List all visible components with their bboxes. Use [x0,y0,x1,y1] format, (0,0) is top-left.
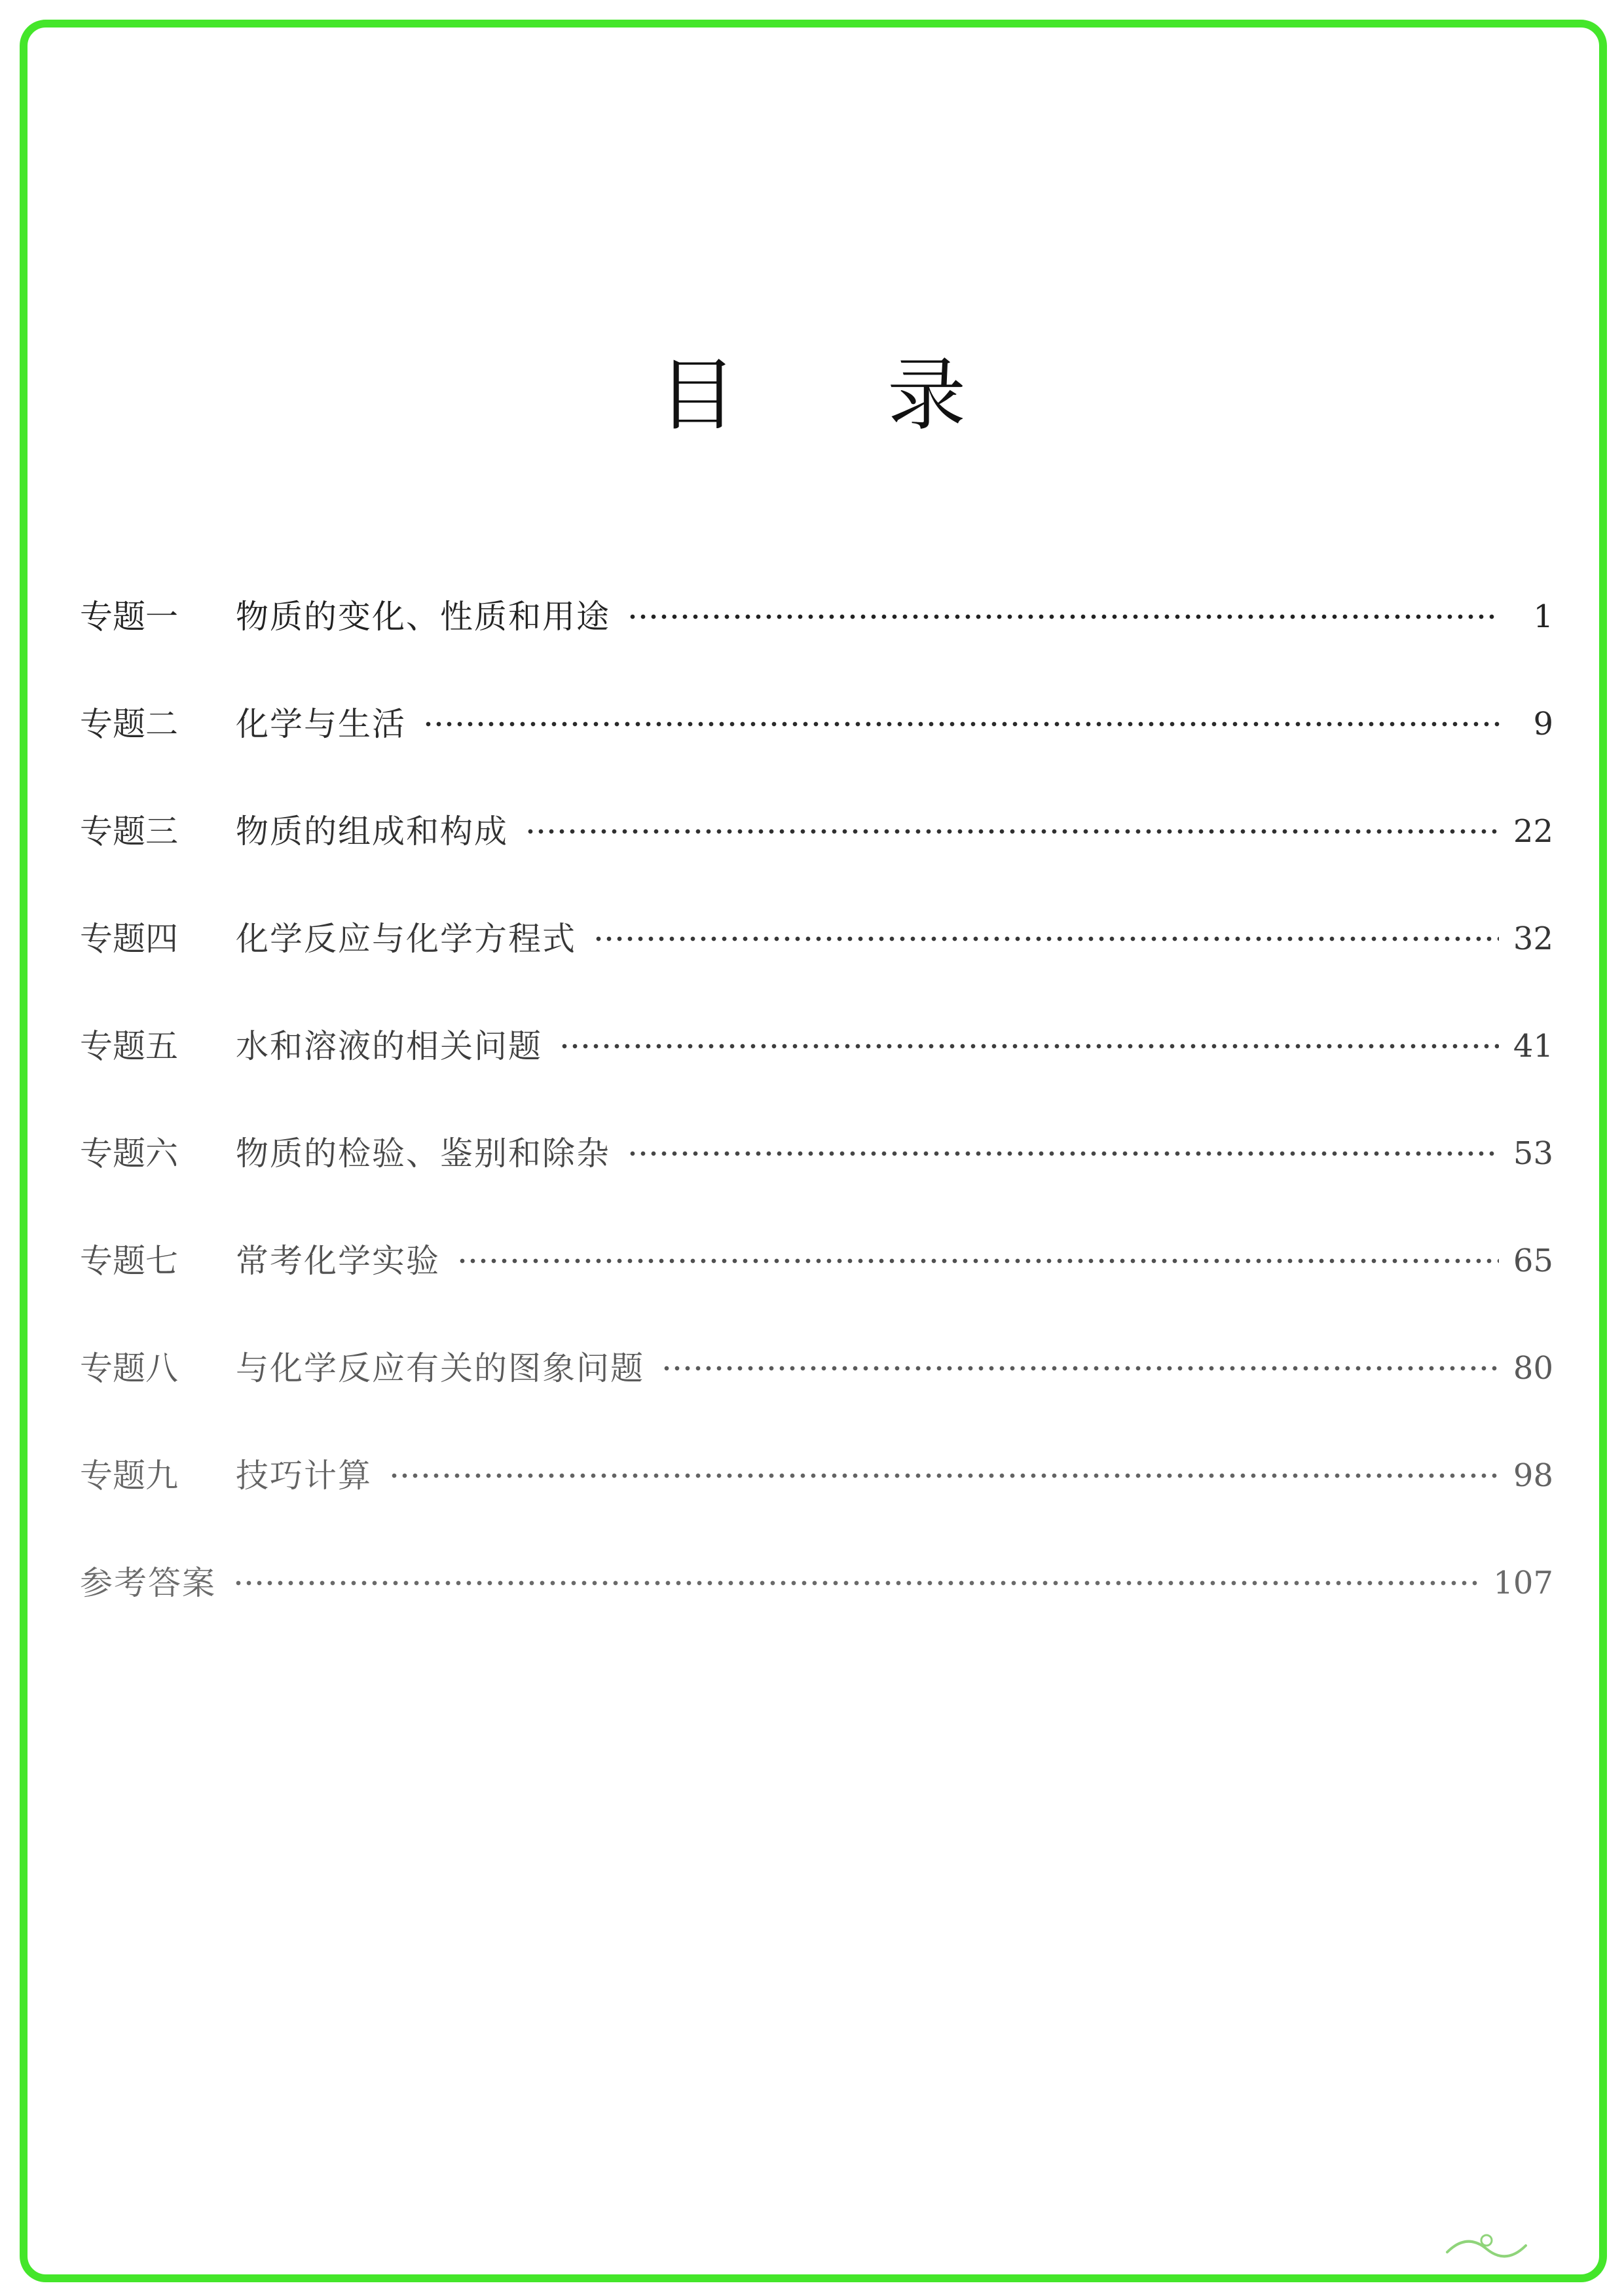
toc-chapter-number: 专题二 [80,705,178,743]
toc-dot-leader [389,1473,1499,1478]
toc-chapter-number: 专题六 [80,1135,178,1173]
toc-chapter-title: 技巧计算 [236,1457,372,1495]
toc-chapter-title: 物质的变化、性质和用途 [236,598,610,636]
toc-dot-leader [593,936,1499,941]
toc-dot-leader [457,1258,1499,1264]
toc-chapter-number: 专题一 [80,598,178,636]
toc-page-number: 1 [1533,598,1553,635]
table-of-contents [80,563,1553,1637]
toc-dot-leader [525,829,1499,834]
title-char-1: 目 [658,350,737,441]
toc-chapter-number: 专题九 [80,1457,178,1495]
toc-chapter-title: 与化学反应有关的图象问题 [236,1349,644,1387]
toc-page-number: 65 [1513,1243,1553,1279]
toc-chapter-number: 专题五 [80,1027,178,1065]
toc-dot-leader [661,1366,1499,1371]
page-title [0,347,1624,445]
toc-dot-leader [627,1151,1499,1156]
toc-page-number: 9 [1533,706,1553,742]
toc-row-answers[interactable] [80,1529,1553,1637]
toc-chapter-number: 专题八 [80,1349,178,1387]
toc-row-4[interactable] [80,885,1553,993]
toc-chapter-number: 专题四 [80,920,178,958]
toc-dot-leader [559,1044,1499,1049]
toc-row-2[interactable] [80,670,1553,778]
toc-chapter-title: 物质的检验、鉴别和除杂 [236,1135,610,1173]
corner-stamp-icon [1441,2226,1532,2265]
toc-chapter-title: 常考化学实验 [236,1242,440,1280]
toc-chapter-number: 专题七 [80,1242,178,1280]
toc-row-8[interactable] [80,1315,1553,1422]
toc-page-number: 41 [1513,1028,1553,1065]
toc-answers-title: 参考答案 [80,1564,216,1602]
toc-row-5[interactable] [80,993,1553,1100]
toc-row-1[interactable] [80,563,1553,670]
toc-row-6[interactable] [80,1100,1553,1207]
toc-page-number: 98 [1513,1457,1553,1494]
toc-page-number: 32 [1513,920,1553,957]
toc-dot-leader [423,721,1500,727]
toc-chapter-number: 专题三 [80,812,178,850]
toc-dot-leader [627,614,1500,619]
toc-row-9[interactable] [80,1422,1553,1529]
title-char-2: 录 [887,350,966,441]
toc-chapter-title: 物质的组成和构成 [236,812,508,850]
toc-dot-leader [233,1580,1479,1586]
toc-page-number: 107 [1493,1565,1553,1601]
toc-page-number: 80 [1513,1350,1553,1387]
toc-row-7[interactable] [80,1207,1553,1315]
toc-chapter-title: 水和溶液的相关问题 [236,1027,542,1065]
toc-chapter-title: 化学反应与化学方程式 [236,920,576,958]
toc-chapter-title: 化学与生活 [236,705,406,743]
toc-row-3[interactable] [80,778,1553,885]
toc-page-number: 22 [1513,813,1553,850]
toc-page-number: 53 [1513,1135,1553,1172]
